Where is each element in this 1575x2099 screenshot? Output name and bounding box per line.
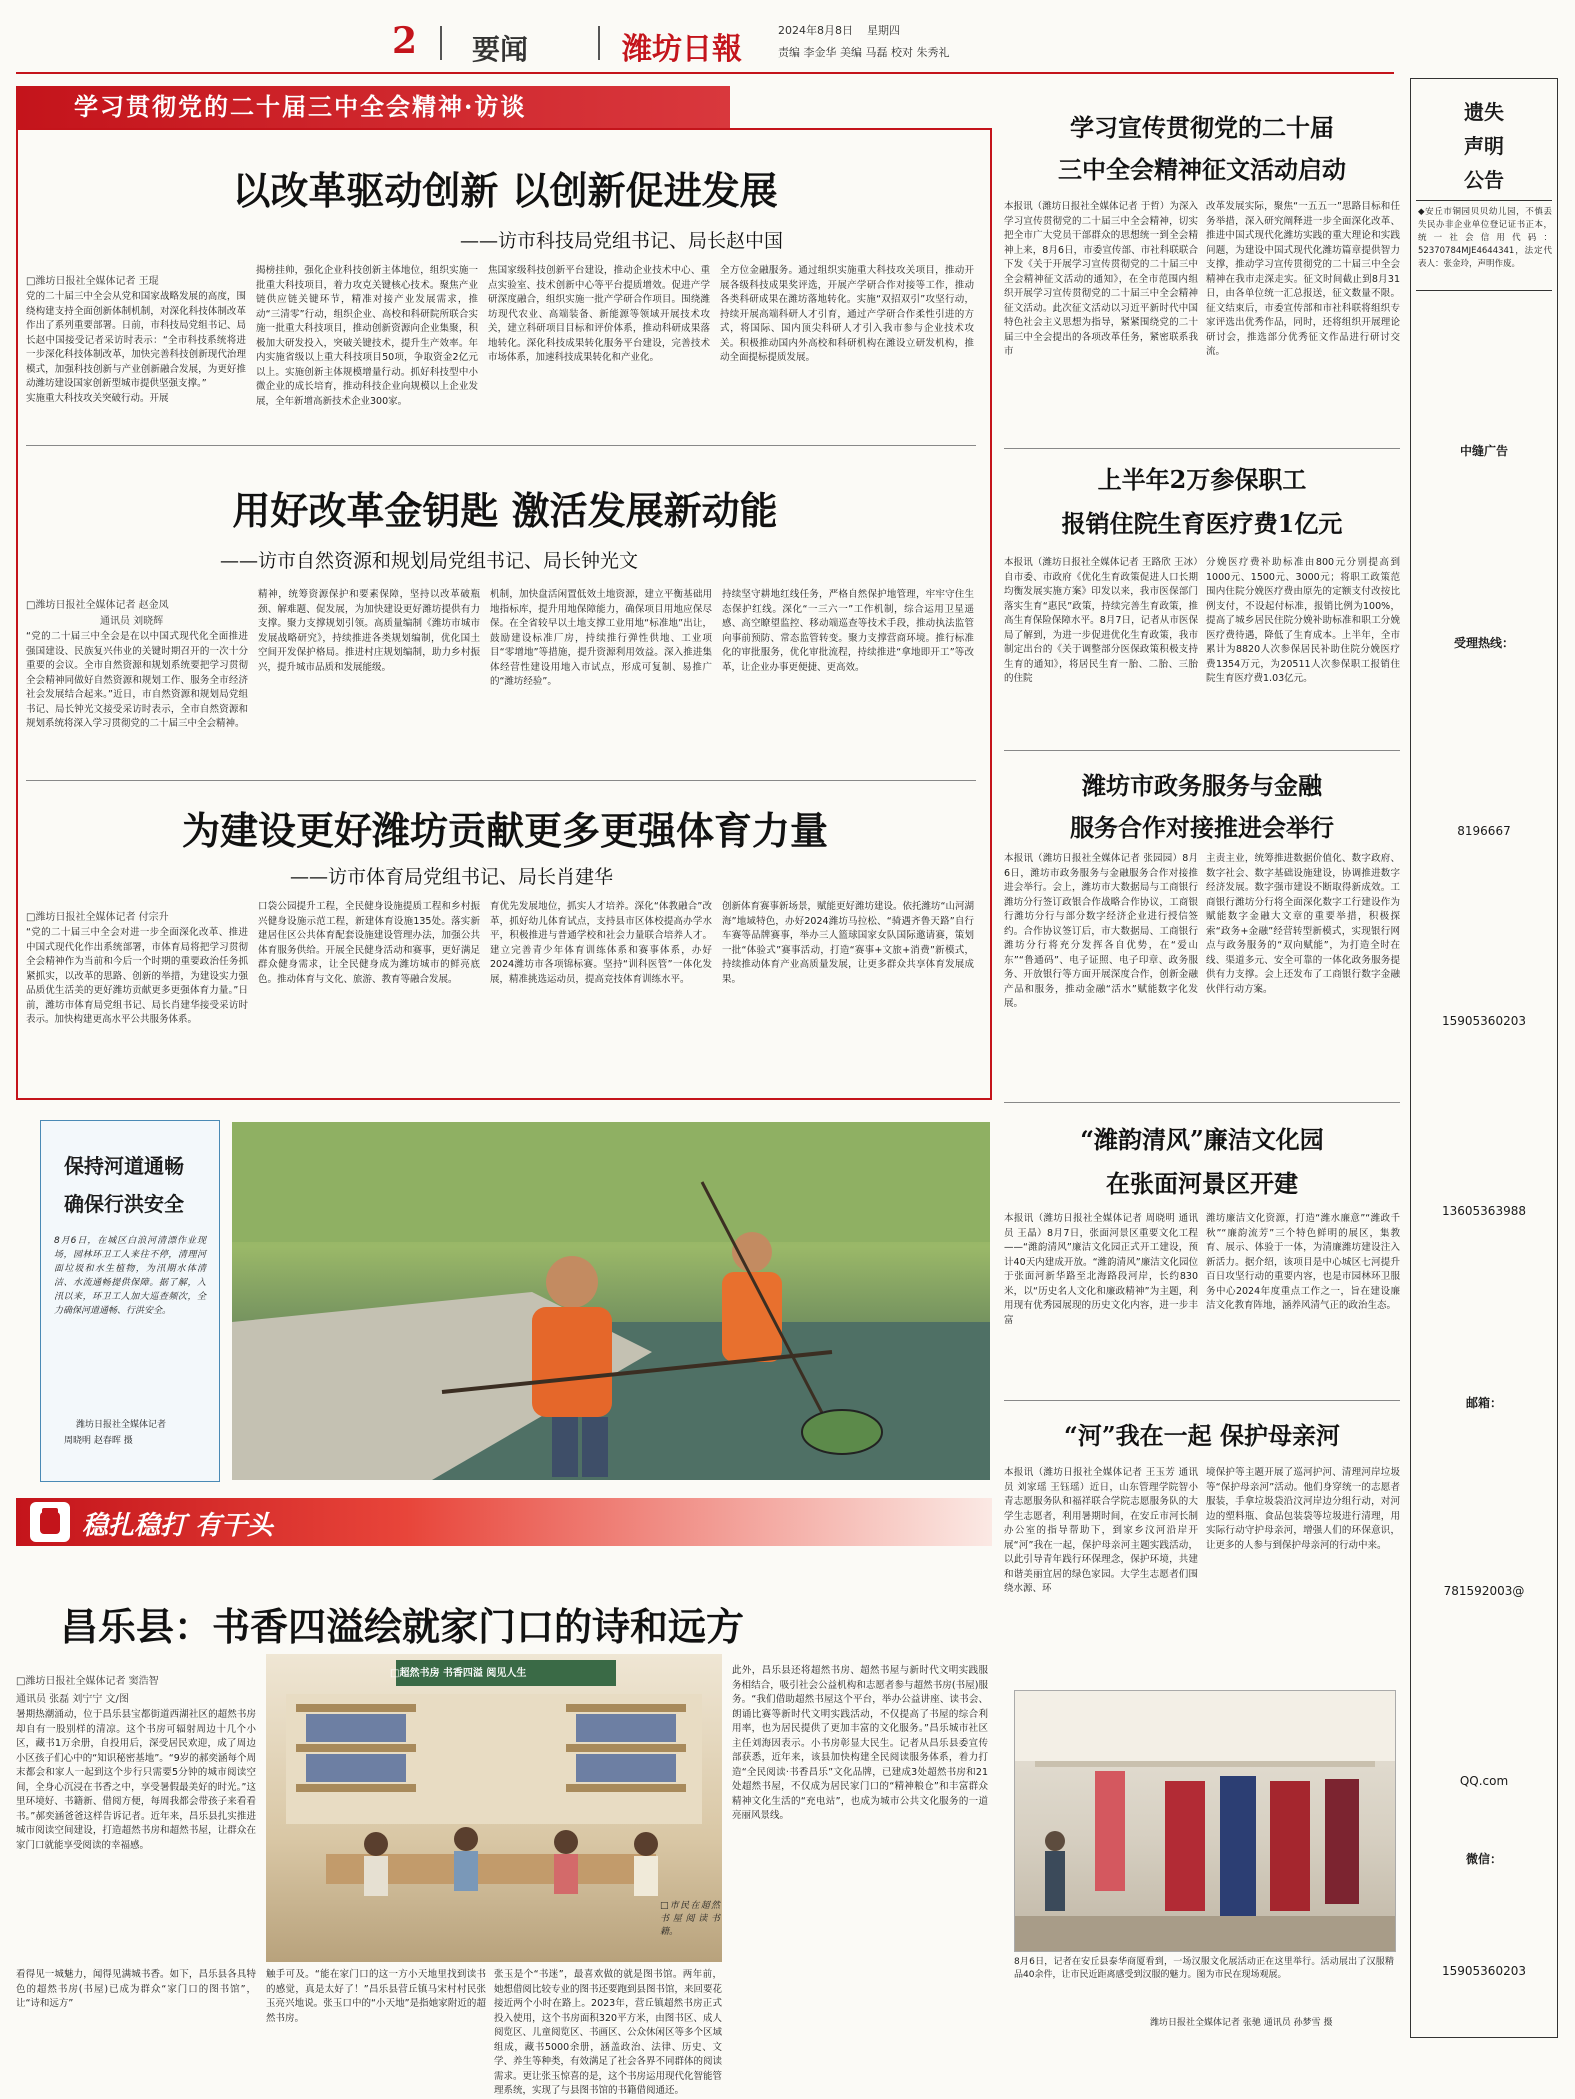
email-label: 邮箱： — [1465, 1396, 1502, 1410]
reading-room-illustration — [266, 1654, 722, 1962]
article-divider — [26, 780, 976, 781]
article2-byline: □潍坊日报社全媒体记者 赵金凤 — [26, 600, 169, 611]
header-divider — [598, 26, 600, 60]
river-photo-caption: 8月6日，在城区白浪河清漂作业现场，园林环卫工人来往不停，清理河面垃圾和水生植物，为汛期水体清洁、水流通畅提供保障。据了解，入汛以来，环卫工人加大巡查频次，全力确保河道通畅、行洪安全。 — [54, 1236, 206, 1316]
r3-col1: 本报讯（潍坊日报社全媒体记者 张园园）8月6日，潍坊市政务服务与金融服务合作对接推进会举行。会上，潍坊市大数据局与工商银行潍坊分行签订政银合作战略合作协议，工商银行潍坊分行与部分数字经济企业进行授信签约。合作协议签订后，市大数据局、工商银行潍坊分行将充分发挥各自优势，在“爱山东”“鲁通码”、电子证照、电子印章、政务服务、开放银行等方面开展深度合作，创新金融产品和服务，推动金融“活水”赋能数字化发展。 — [1004, 853, 1198, 1009]
hanfu-exhibit-illustration — [1015, 1691, 1395, 1951]
r1-title-line1: 学习宣传贯彻党的二十届 — [1070, 113, 1334, 142]
r5-col2: 境保护等主题开展了巡河护河、清理河岸垃圾等“保护母亲河”活动。他们身穿统一的志愿者服装，手拿垃圾袋沿汶河岸边分组行动，对河边的塑料瓶、食品包装袋等垃圾进行清理，用实际行动守护母亲河，增强人们的环保意识，让更多的人参与到保护母亲河的行动中来。 — [1206, 1467, 1400, 1551]
article3-subtitle: ——访市体育局党组书记、局长肖建华 — [290, 866, 614, 888]
article4-byline-2: 通讯员 张磊 刘宁宁 文/图 — [16, 1694, 129, 1705]
r2-col2: 分娩医疗费补助标准由800元分别提高到1000元、1500元、3000元；将职工政策范围内住院分娩医疗费由原先的定额支付改按比例支付，不设起付标准，报销比例为100%，提高了城乡居民住院分娩补助标准和职工分娩医疗费待遇，降低了生育成本。上半年，全市累计为8820人次参保居民补助住院分娩医疗费1354万元，为20511人次参保职工报销住院生育医疗费1.03亿元。 — [1206, 557, 1400, 684]
classified-ads-column — [1410, 78, 1558, 2038]
r4-col1: 本报讯（潍坊日报社全媒体记者 周晓明 通讯员 王晶）8月7日，张面河景区重要文化工程——“潍韵清风”廉洁文化园正式开工建设，预计40天内建成开放。“潍韵清风”廉洁文化园位于张面河新华路至北海路段河岸，长约830米，以“历史名人文化和廉政精神”为主题，利用现有优秀园展现的历史文化内容，进一步丰富 — [1004, 1213, 1198, 1326]
article1-col4: 全方位金融服务。通过组织实施重大科技攻关项目，推动开展各级科技成果奖评选，开展产学研合作对接等工作，推动各类科研成果在潍坊落地转化。实施“双招双引”攻坚行动，持续开展高端科研人才引育，通过产学研合作柔性引进的方式，将国际、国内顶尖科研人才引入我市参与企业技术攻关。积极推动国内外高校和科研机构在潍设立研发机构，推动全面提标提质发展。 — [720, 265, 974, 363]
r2-title-line2: 报销住院生育医疗费1亿元 — [1061, 509, 1343, 538]
article1-byline: □潍坊日报社全媒体记者 王琨 — [26, 276, 159, 287]
reading-room-sign: □超然书房 书香四溢 阅见人生 — [390, 1668, 527, 1679]
article1-col1-text-b: 实施重大科技攻关突破行动。开展 — [26, 392, 169, 404]
r4-title-line2: 在张面河景区开建 — [1106, 1169, 1298, 1198]
hotline-label: 受理热线： — [1453, 636, 1514, 650]
header-rule — [16, 72, 1394, 74]
article2-col3: 机制，加快盘活闲置低效土地资源，建立平衡基础用地指标库，提升用地保障能力，确保项目用地应保尽保。在全省较早以土地支撑工业用地“标准地”出让，鼓励建设标准厂房，持续推行弹性供地、工业项目“零增地”等措施，提升资源利用效益。深入推进集体经营性建设用地入市试点，形成可复制、易推广的“潍坊经验”。 — [490, 589, 712, 687]
r2-col1: 本报讯（潍坊日报社全媒体记者 王路欣 王冰）自市委、市政府《优化生育政策促进人口长期均衡发展实施方案》印发以来，我市医保部门落实生育“惠民”政策，持续完善生育政策，推高生育保险保障水平。8月7日，记者从市医保局了解到，为进一步促进优化生育政策，我市制定出台的《关于调整部分医保政策积极支持生育的通知》，将居民生育一胎、二胎、三胎的住院 — [1004, 557, 1198, 684]
lost-certificate-notice: ◆安丘市铜园贝贝幼儿园，不慎丢失民办非企业单位登记证书正本，统一社会信用代码：52370784MJE4644341，法定代表人：张金玲，声明作废。 — [1418, 207, 1552, 269]
r3-col2: 主责主业，统筹推进数据价值化、数字政府、数字社会、数字基础设施建设，协调推进数字经济发展。数字强市建设不断取得新成效。工商银行潍坊分行将全面深化数字工行建设作为赋能数字金融大文章的重要举措，积极探索“政务+金融”经营转型新模式，实现银行网点与政务服务的“双向赋能”，为打造全时在线、渠道多元、安全可靠的一体化政务服务提供有力支撑。会上还发布了工商银行数字金融伙伴行动方案。 — [1206, 853, 1400, 995]
date-text: 2024年8月8日 — [778, 24, 853, 37]
wechat-id: 15905360203 — [1442, 1964, 1526, 1978]
article3-title: 为建设更好潍坊贡献更多更强体育力量 — [181, 808, 828, 853]
article4-col1b: 看得见一城魅力，闻得见满城书香。如下，昌乐县各具特色的超然书房(书屋)已成为群众“家门口的图书馆”，让“诗和远方” — [16, 1969, 256, 2009]
r3-title-line2: 服务合作对接推进会举行 — [1070, 813, 1334, 842]
hanfu-exhibit-photo — [1014, 1690, 1396, 1952]
hotline-number-2: 15905360203 — [1442, 1014, 1526, 1028]
river-cleaning-photo — [232, 1122, 990, 1480]
fist-icon — [30, 1502, 70, 1542]
article4-title: 昌乐县：书香四溢绘就家门口的诗和远方 — [60, 1604, 745, 1649]
article3-col3: 育优先发展地位，抓实人才培养。深化“体教融合”改革，抓好幼儿体育试点，支持县市区体校提高办学水平，积极推进与普通学校和社会力量联合培养人才。建立完善青少年体育训练体系和赛事体系，办好2024潍坊市各项锦标赛。坚持“训科医管”一体化发展，精准挑选运动员，提高竞技体育训练水平。 — [490, 901, 712, 985]
right-divider — [1004, 750, 1400, 751]
side-title-notice: 公告 — [1464, 168, 1504, 192]
hotline-number-1: 8196667 — [1457, 824, 1511, 838]
right-divider — [1004, 1102, 1400, 1103]
side-divider — [1416, 200, 1552, 201]
r1-title-line2: 三中全会精神征文活动启动 — [1058, 155, 1346, 184]
section-name: 要闻 — [472, 33, 529, 66]
river-photo-title-line1: 保持河道通畅 — [64, 1154, 184, 1178]
right-divider — [1004, 1400, 1400, 1401]
article-divider — [26, 445, 976, 446]
side-title-statement: 声明 — [1464, 134, 1504, 158]
reading-room-photo — [266, 1654, 722, 1962]
article3-col4: 创新体育赛事新场景，赋能更好潍坊建设。依托潍坊“山河湖海”地域特色，办好2024潍坊马拉松、“骑遇齐鲁天路”自行车赛等品牌赛事，举办三人篮球国家女队国际邀请赛，策划一批“体验式”赛事活动，打造“赛事+文旅+消费”新模式，持续推动体育产业高质量发展，让更多群众共享体育发展成果。 — [722, 901, 974, 985]
river-photo-credit-1: 潍坊日报社全媒体记者 — [76, 1420, 167, 1430]
email-line-2: QQ.com — [1459, 1774, 1509, 1788]
article2-col1: “党的二十届三中全会是在以中国式现代化全面推进强国建设、民族复兴伟业的关键时期召开的一次十分重要的会议。全市自然资源和规划系统要把学习贯彻全会精神同做好自然资源和规划工作、服务全市经济社会发展结合起来。”近日，市自然资源和规划局党组书记、局长钟光文接受采访时表示，全市自然资源和规划系统将深入学习贯彻党的二十届三中全会精神。 — [26, 631, 248, 729]
river-cleaning-illustration — [232, 1122, 990, 1480]
article2-subtitle: ——访市自然资源和规划局党组书记、局长钟光文 — [220, 550, 639, 572]
hanfu-photo-caption: 8月6日，记者在安丘县泰华商厦看到，一场汉服文化展活动正在这里举行。活动展出了汉服精品40余件，让市民近距离感受到汉服的魅力。图为市民在现场观展。 — [1014, 1957, 1394, 1980]
article2-title: 用好改革金钥匙 激活发展新动能 — [232, 488, 778, 533]
article1-col2: 揭榜挂帅，强化企业科技创新主体地位，组织实施一批重大科技项目，着力攻克关键核心技术。聚焦产业链供应链关键环节，精准对接产业发展需求，推动“三清零”行动，组织企业、高校和科研院所联合实施一批重大科技项目，推动创新资源向企业集聚，积极加大研发投入，突破关键技术，提升生产效率。年内实施省级以上重大科技项目50项，争取资金2亿元以上。实施创新主体规模增量行动。抓好科技型中小微企业的成长培育，推动科技企业向规模以上企业发展，全年新增高新技术企业300家。 — [256, 265, 478, 407]
right-divider — [1004, 448, 1400, 449]
r1-col1: 本报讯（潍坊日报社全媒体记者 于哲）为深入学习宣传贯彻党的二十届三中全会精神，切实把全市广大党员干部群众的思想统一到全会精神上来，8月6日，市委宣传部、市社科联联合下发《关于开展学习宣传贯彻党的二十届三中全会精神征文活动的通知》，在全市范围内组织开展学习宣传贯彻党的二十届三中全会精神征文活动。此次征文活动以习近平新时代中国特色社会主义思想为指导，紧紧围绕党的二十届三中全会提出的各项改革任务，紧密联系我市 — [1004, 201, 1198, 357]
reading-room-caption: □市民在超然书屋阅读书籍。 — [660, 1901, 720, 1937]
article1-subtitle: ——访市科技局党组书记、局长赵中国 — [460, 230, 784, 252]
stripe-title: 稳扎稳打 有干头 — [82, 1511, 274, 1541]
header-divider — [440, 26, 442, 60]
article3-col2: 口袋公园提升工程，全民健身设施提质工程和乡村振兴健身设施示范工程，新建体育设施135处。落实新建居住区公共体育配套设施建设管理办法，加强公共体育服务供给。开展全民健身活动和赛事，更好满足群众健身需求，让全民健身成为潍坊城市的鲜亮底色。推动体育与文化、旅游、教育等融合发展。 — [258, 901, 480, 985]
r1-col2: 改革发展实际，聚焦“一五五一”思路目标和任务举措，深入研究阐释进一步全面深化改革、推进中国式现代化潍坊实践的重大理论和实践问题，为建设中国式现代化潍坊篇章提供智力支撑，推动学习宣传贯彻党的二十届三中全会精神在我市走深走实。征文时间截止到8月31日，由各单位统一汇总报送，征文数量不限。征文结束后，市委宣传部和市社科联将组织专家评选出优秀作品，同时，还将组织开展理论研讨会，推选部分优秀征文作品进行研讨交流。 — [1206, 201, 1400, 357]
article4-col4: 此外，昌乐县还将超然书房、超然书屋与新时代文明实践服务相结合，吸引社会公益机构和志愿者参与超然书房(书屋)服务。“我们借助超然书屋这个平台，举办公益讲座、读书会、朗诵比赛等新时代文明实践活动，不仅提高了书屋的综合利用率，也为居民提供了更加丰富的文化服务。”昌乐城市社区主任刘海因表示。小书房彰显大民生。记者从昌乐县委宣传部获悉，近年来，该县加快构建全民阅读服务体系，着力打造“全民阅读·书香昌乐”文化品牌，已建成3处超然书房和21处超然书屋，不仅成为居民家门口的“精神粮仓”和丰富群众精神文化生活的“充电站”，也成为城市公共文化服务的一道亮丽风景线。 — [732, 1665, 988, 1821]
r3-title-line1: 潍坊市政务服务与金融 — [1082, 771, 1322, 800]
r5-title: “河”我在一起 保护母亲河 — [1064, 1421, 1340, 1450]
article1-title: 以改革驱动创新 以创新促进发展 — [232, 168, 778, 213]
hanfu-photo-credit: 潍坊日报社全媒体记者 张驰 通讯员 孙梦雪 摄 — [1150, 2018, 1333, 2028]
wechat-label: 微信： — [1465, 1852, 1502, 1866]
river-photo-credit-2: 周晓明 赵春晖 摄 — [64, 1436, 133, 1446]
issue-date — [778, 22, 900, 38]
article1-col1-text: 党的二十届三中全会从党和国家战略发展的高度，围绕构建支持全面创新体制机制，对深化科技体制改革作出了系列重要部署。日前，市科技局党组书记、局长赵中国接受记者采访时表示：“全市科技系统将进一步深化科技体制改革，加快完善科技创新现代治理模式，加强科技创新与产业创新融合发展，为更好推动潍坊建设国家创新型城市提供坚强支撑。” — [26, 291, 246, 389]
article2-byline2: 通讯员 刘晓辉 — [100, 616, 164, 627]
editors-line: 责编 李金华 美编 马磊 校对 朱秀礼 — [778, 46, 950, 59]
r4-col2: 潍坊廉洁文化资源，打造“潍水廉意”“潍政千秋”“廉韵流芳”三个特色鲜明的展区，集教育、展示、体验于一体，为清廉潍坊建设注入新活力。据介绍，该项目是中心城区七河提升百日攻坚行动的重要内容，也是市园林环卫服务中心2024年度重点工作之一，旨在建设廉洁文化教育阵地，涵养风清气正的政治生态。 — [1206, 1213, 1400, 1311]
article4-col2: 触手可及。“能在家门口的这一方小天地里找到读书的感觉，真是太好了！”昌乐县营丘镇马宋村村民张玉亮兴地说。张玉口中的“小天地”是指她家附近的超然书房。 — [266, 1969, 486, 2024]
weekday-text: 星期四 — [867, 24, 900, 37]
r4-title-line1: “潍韵清风”廉洁文化园 — [1080, 1125, 1324, 1154]
r5-col1: 本报讯（潍坊日报社全媒体记者 王玉芳 通讯员 刘家瑶 王钰瑶）近日，山东管理学院智小青志愿服务队和福祥联合学院志愿服务队的大学生志愿者，利用暑期时间，在安丘市河长制办公室的指导帮助下，到家乡汶河沿岸开展“河”我在一起，保护母亲河主题实践活动，以此引导青年践行环保理念，保护环境，共建和谐美丽宜居的绿色家园。大学生志愿者们围绕水源、环 — [1004, 1467, 1198, 1594]
article3-byline: □潍坊日报社全媒体记者 付宗升 — [26, 912, 169, 923]
article3-col1: “党的二十届三中全会对进一步全面深化改革、推进中国式现代化作出系统部署，市体育局将把学习贯彻全会精神作为当前和今后一个时期的重要政治任务抓紧抓实，以改革的思路、创新的举措，为建设实力强品质优生活美的更好潍坊贡献更多更强体育力量。”日前，潍坊市体育局党组书记、局长肖建华接受采访时表示。加快构建更高水平公共服务体系。 — [26, 927, 248, 1025]
r2-title-line1: 上半年2万参保职工 — [1097, 465, 1307, 494]
article4-col1: 暑期热潮涌动，位于昌乐县宝都街道西湖社区的超然书房却自有一股别样的清凉。这个书房可辐射周边十几个小区，藏书1万余册，自投用后，深受居民欢迎，成了周边小区孩子们心中的“知识秘密基地”。“9岁的郝奕涵每个周末都会和家人一起到这个步行只需要5分钟的城市阅读空间，全身心沉浸在书香之中，享受暑假最美好的时光。”这里环境好、书籍新、借阅方便，每周我都会带孩子来看看书。”郝奕涵爸爸这样告诉记者。近年来，昌乐县扎实推进城市阅读空间建设，打造超然书房和超然书屋，让群众在家门口就能享受阅读的幸福感。 — [16, 1709, 256, 1851]
article1-col1 — [26, 290, 246, 430]
article4-byline-1: □潍坊日报社全媒体记者 窦浩智 — [16, 1676, 159, 1687]
side-title-lost: 遗失 — [1464, 100, 1504, 124]
article4-col3: 张玉是个“书迷”，最喜欢做的就是图书馆。两年前，她想借阅比较专业的图书还要跑到县图书馆，来回要花接近两个小时在路上。2023年，营丘镇超然书房正式投入使用，这个书房面积320平方米，由图书区、成人阅览区、儿童阅览区、书画区、公众休闲区等多个区域组成，藏书5000余册，涵盖政治、法律、历史、文学、养生等种类，有效满足了社会各界不同群体的阅读需求。更让张玉惊喜的是，这个书房运用现代化智能管理系统，实现了与县图书馆的书籍借阅通还。 — [494, 1969, 723, 2096]
email-line-1: 781592003@ — [1443, 1584, 1525, 1598]
interview-banner: 学习贯彻党的二十届三中全会精神·访谈 — [16, 86, 730, 128]
hotline-number-3: 13605363988 — [1442, 1204, 1526, 1218]
page-number: 2 — [392, 20, 418, 62]
river-photo-title-line2: 确保行洪安全 — [64, 1192, 184, 1216]
newspaper-logo: 潍坊日報 — [622, 32, 742, 67]
article2-col4: 持续坚守耕地红线任务，严格自然保护地管理，牢牢守住生态保护红线。深化“一三六一”工作机制，综合运用卫星遥感、高空瞭望监控、移动端巡查等技术手段，推动执法监管向事前预防、常态监管转变。聚力支撑营商环境。推行标准化的审批服务，优化审批流程，持续推进“拿地即开工”等改革，让企业办事更便捷、更高效。 — [722, 589, 974, 673]
side-divider — [1416, 290, 1552, 291]
article2-col2: 精神，统筹资源保护和要素保障，坚持以改革破瓶颈、解难题、促发展，为加快建设更好潍坊提供有力支撑。聚力支撑规划引领。高质量编制《潍坊市城市发展战略研究》，持续推进各类规划编制，优化国土空间开发保护格局。推进村庄规划编制，助力乡村振兴，提升城市品质和发展能级。 — [258, 589, 480, 673]
ad-column-title: 中缝广告 — [1459, 444, 1508, 458]
article1-col3: 焦国家级科技创新平台建设，推动企业技术中心、重点实验室、技术创新中心等平台提质增效。促进产学研深度融合，组织实施一批产学研合作项目。围绕潍坊现代农业、高端装备、新能源等领域开展技术攻关，建立科研项目目标和评价体系，推动科研成果落地转化。深化科技成果转化服务平台建设，完善技术市场体系，加速科技成果转化和产业化。 — [488, 265, 710, 363]
